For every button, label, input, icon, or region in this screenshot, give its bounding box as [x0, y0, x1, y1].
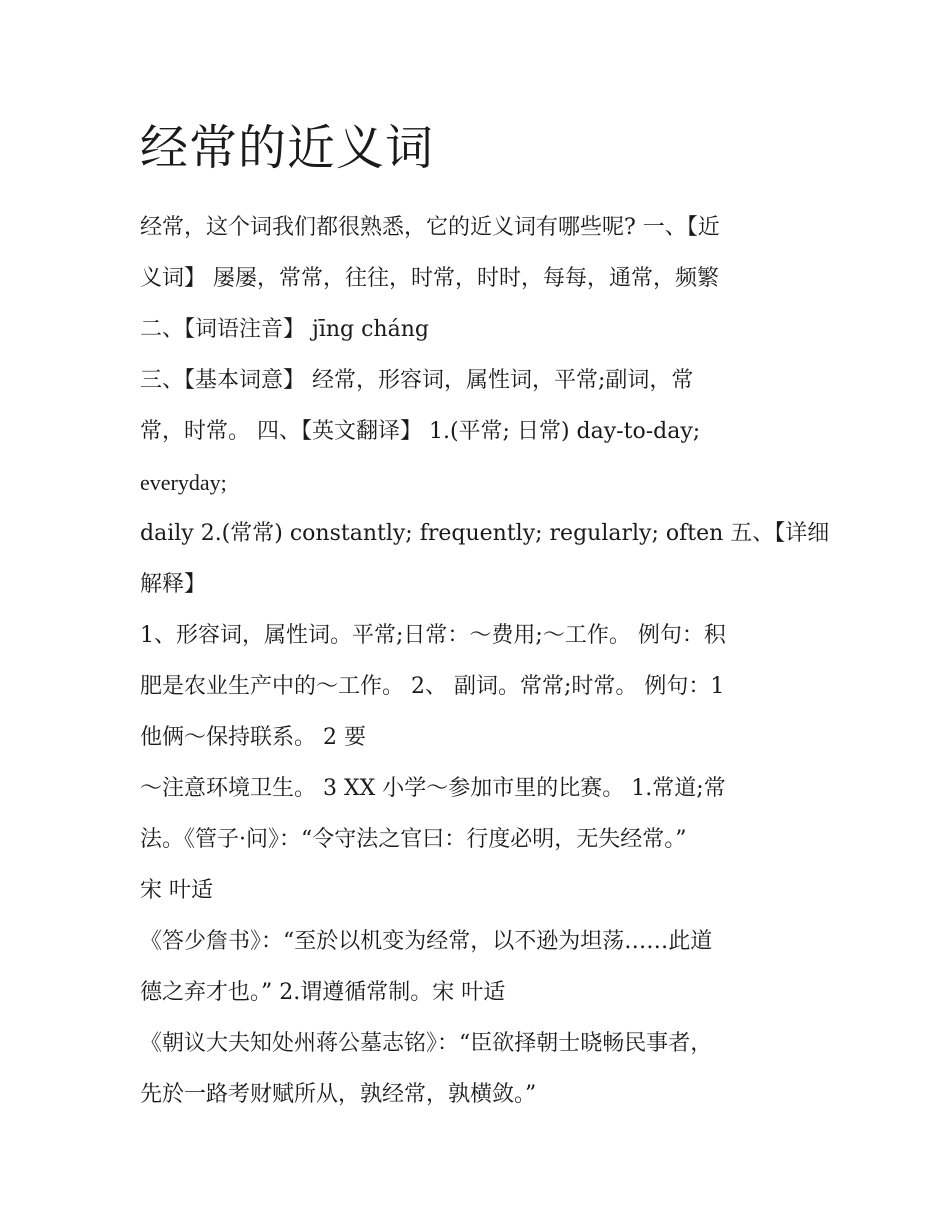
text-line: 经常，这个词我们都很熟悉，它的近义词有哪些呢? 一、【近	[140, 215, 720, 240]
text-line: 法。《管子·问》：“令守法之官曰：行度必明，无失经常。”	[140, 827, 687, 852]
text-line: 宋 叶适	[140, 878, 213, 903]
text-line: 三、【基本词意】 经常，形容词，属性词，平常;副词，常	[140, 368, 694, 393]
text-line: 二、【词语注音】 jīng cháng	[140, 317, 429, 342]
text-line: ～注意环境卫生。 3 XX 小学～参加市里的比赛。 1.常道;常	[140, 776, 726, 801]
text-line: everyday;	[140, 470, 227, 495]
text-line: 义词】 屡屡，常常，往往，时常，时时，每每，通常，频繁	[140, 266, 719, 291]
text-line: 常，时常。 四、【英文翻译】 1.(平常; 日常) day-to-day;	[140, 419, 701, 444]
text-line: 德之弃才也。” 2.谓遵循常制。宋 叶适	[140, 980, 506, 1005]
document-body	[140, 112, 830, 1120]
text-line: 肥是农业生产中的～工作。 2、 副词。常常;时常。 例句：1	[140, 674, 725, 699]
text-line: 《答少詹书》：“至於以机变为经常，以不逊为坦荡……此道	[140, 929, 713, 954]
text-line: 先於一路考财赋所从，孰经常，孰横敛。”	[140, 1082, 537, 1107]
document-title: 经常的近义词	[140, 120, 435, 176]
text-line: 解释】	[140, 572, 207, 597]
text-line: 《朝议大夫知处州蒋公墓志铭》：“臣欲择朝士晓畅民事者，	[140, 1031, 713, 1056]
text-line: daily 2.(常常) constantly; frequently; regularly; often 五、【详细	[140, 521, 830, 546]
text-line: 1、形容词，属性词。平常;日常：～费用;～工作。 例句：积	[140, 623, 726, 648]
text-line: 他俩～保持联系。 2 要	[140, 725, 366, 750]
